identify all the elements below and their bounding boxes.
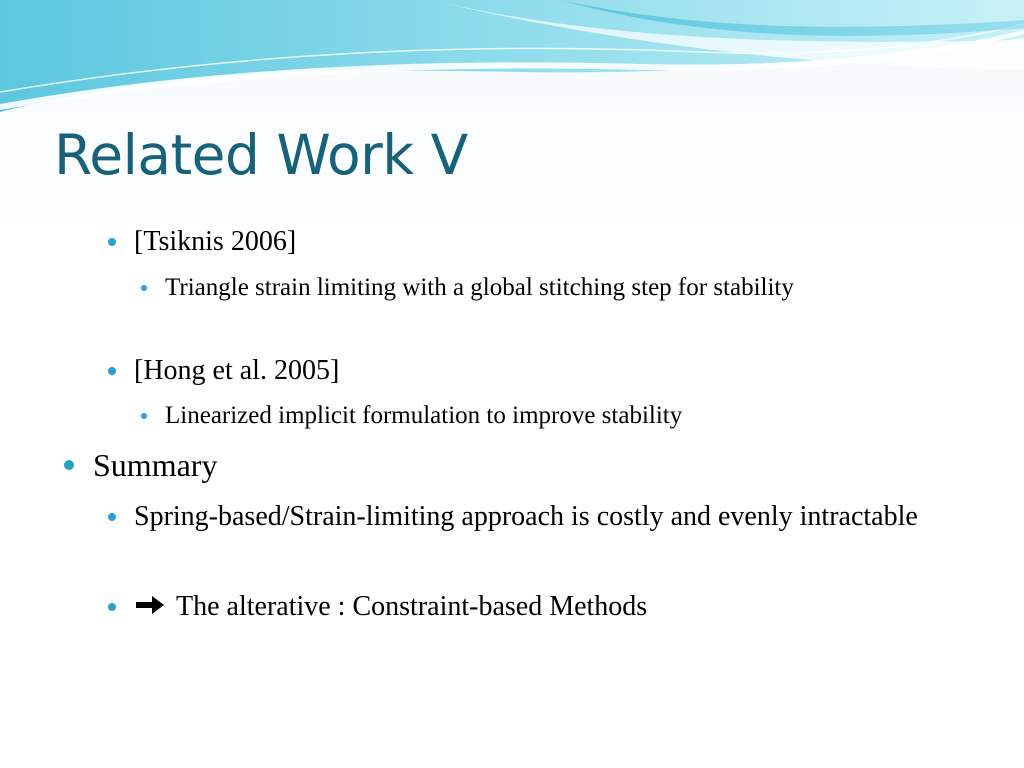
bullet-text: Summary bbox=[93, 447, 218, 483]
bullet-text: Spring-based/Strain-limiting approach is costly and evenly intractable bbox=[134, 501, 918, 532]
bullet-dot bbox=[108, 367, 116, 375]
bullet-item-spring-based bbox=[134, 497, 924, 537]
wave-decoration bbox=[0, 0, 1024, 130]
bullet-dot bbox=[108, 513, 116, 521]
bullet-dot bbox=[141, 285, 147, 291]
bullet-item-triangle-strain bbox=[165, 270, 925, 306]
bullet-item-linearized bbox=[165, 398, 925, 434]
bullet-item-hong bbox=[134, 351, 954, 391]
bullet-dot bbox=[108, 603, 116, 611]
bullet-dot bbox=[141, 413, 147, 419]
bullet-item-alternative bbox=[134, 587, 954, 627]
bullet-text: The alterative : Constraint-based Methods bbox=[176, 591, 648, 622]
bullet-dot bbox=[108, 238, 116, 246]
bullet-text: [Hong et al. 2005] bbox=[134, 355, 340, 386]
bullet-dot bbox=[64, 460, 74, 470]
bullet-text: Triangle strain limiting with a global stitching step for stability bbox=[165, 274, 794, 301]
bullet-text: [Tsiknis 2006] bbox=[134, 226, 297, 257]
bullet-text: Linearized implicit formulation to improve stability bbox=[165, 402, 683, 429]
right-arrow-icon bbox=[134, 594, 168, 616]
slide-title: Related Work V bbox=[54, 123, 468, 187]
bullet-item-tsiknis bbox=[134, 222, 954, 262]
bullet-item-summary bbox=[93, 446, 953, 484]
